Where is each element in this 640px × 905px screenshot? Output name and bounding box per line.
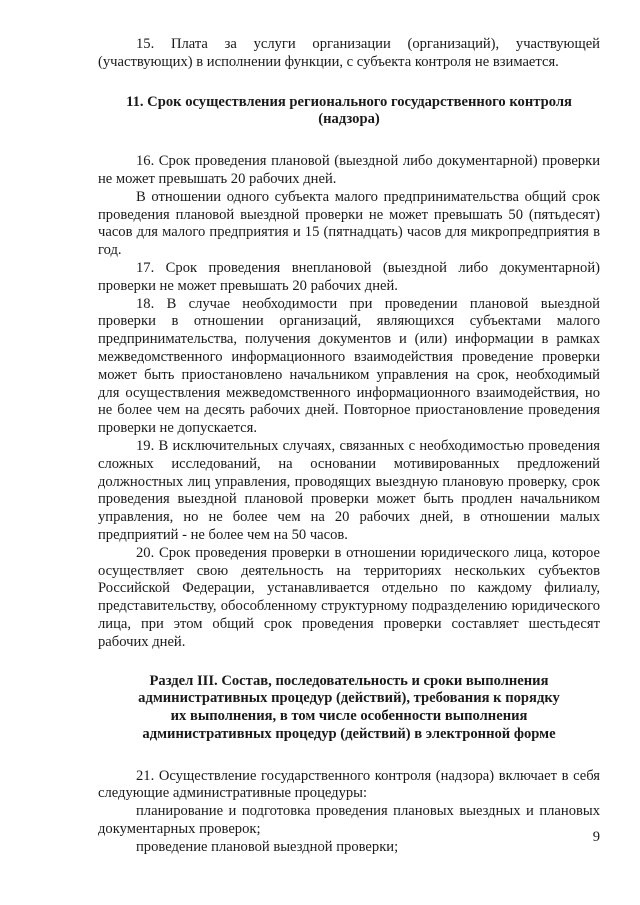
paragraph-16-small-business: В отношении одного субъекта малого предпринимательства общий срок проведения плановой выездной проверки не может превышать 50 (пятьдесят) часов для малого предприятия и 15 (пятнадцать) часов для микропредприятия в год. (98, 188, 600, 259)
section-11-heading-line1: 11. Срок осуществления регионального государственного контроля (126, 93, 572, 110)
page-content (98, 36, 600, 857)
paragraph-17: 17. Срок проведения внеплановой (выездной либо документарной) проверки не может превышать 20 рабочих дней. (98, 259, 600, 294)
paragraph-21-item-planning: планирование и подготовка проведения плановых выездных и плановых документарных проверок; (98, 803, 600, 838)
section-3-heading-line2: административных процедур (действий), требования к порядку (138, 690, 560, 707)
paragraph-21-item-inspection: проведение плановой выездной проверки; (136, 838, 399, 855)
page-number: 9 (592, 829, 600, 845)
section-11-heading-line2: (надзора) (318, 111, 380, 128)
section-3-heading-line4: административных процедур (действий) в электронной форме (142, 725, 556, 742)
paragraph-19: 19. В исключительных случаях, связанных с необходимостью проведения сложных исследований, на основании мотивированных предложений должностных лиц управления, проводящих выездную плановую проверку, срок проведения выездной плановой проверки может быть продлен начальником управления, но не более чем на 20 рабочих дней, в отношении малых предприятий - не более чем на 50 часов. (98, 437, 600, 543)
section-3-heading-line3: их выполнения, в том числе особенности выполнения (170, 708, 528, 725)
section-3-heading-line1: Раздел III. Состав, последовательность и сроки выполнения (149, 672, 549, 689)
paragraph-20: 20. Срок проведения проверки в отношении юридического лица, которое осуществляет свою деятельность на территориях нескольких субъектов Российской Федерации, устанавливается отдельно по каждому филиалу, представительству, обособленному структурному подразделению юридического лица, при этом общий срок проведения проверки составляет шестьдесят рабочих дней. (98, 544, 600, 650)
section-11-heading (98, 94, 600, 130)
paragraph-21: 21. Осуществление государственного контроля (надзора) включает в себя следующие административные процедуры: (98, 767, 600, 802)
paragraph-18: 18. В случае необходимости при проведении плановой выездной проверки в отношении организаций, являющихся субъектами малого предпринимательства, получения документов и (или) информации в рамках межведомственного информационного взаимодействия проведение проверки может быть приостановлено начальником управления на срок, необходимый для осуществления межведомственного информационного взаимодействия, но не более чем на десять рабочих дней. Повторное приостановление проведения проверки не допускается. (98, 295, 600, 437)
paragraph-15: 15. Плата за услуги организации (организаций), участвующей (участвующих) в исполнении функции, с субъекта контроля не взимается. (98, 36, 600, 70)
paragraph-16: 16. Срок проведения плановой (выездной либо документарной) проверки не может превышать 20 рабочих дней. (98, 153, 600, 187)
section-3-heading (98, 673, 600, 744)
